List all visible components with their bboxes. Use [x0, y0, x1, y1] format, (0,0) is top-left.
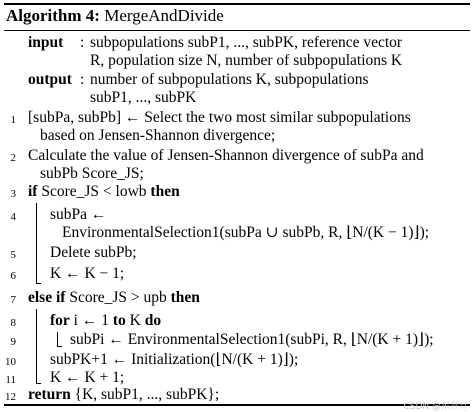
output-keyword: output	[28, 71, 72, 88]
output-colon: :	[80, 71, 85, 88]
step-line: K ← K − 1;	[50, 265, 125, 282]
line-number: 10	[5, 356, 16, 368]
input-text-1	[90, 34, 402, 52]
line-number: 6	[10, 270, 16, 282]
input-row	[28, 34, 63, 52]
watermark: CSDN @东升旦	[403, 402, 468, 412]
if-block-bar	[36, 203, 37, 283]
step-line: else if Score_JS > upb then	[28, 289, 200, 306]
step-line: subPb Score_JS;	[40, 165, 144, 182]
algorithm-label: Algorithm 4:	[6, 6, 100, 25]
step-line: subPi ← EnvironmentalSelection1(subPi, R, ⌊N/(K + 1)⌋);	[70, 331, 434, 348]
if-block-tick	[36, 283, 41, 284]
input-text-1-value: subpopulations subP1, ..., subPK, reference vector	[90, 34, 403, 51]
elseif-block-tick	[36, 383, 41, 384]
step-line: Delete subPb;	[50, 244, 137, 261]
output-text-2: subP1, ..., subPK	[90, 89, 197, 106]
step-line: K ← K + 1;	[50, 369, 125, 386]
input-text-2: R, population size N, number of subpopulations K	[90, 52, 403, 69]
title-rule	[4, 30, 470, 31]
step-line: [subPa, subPb] ← Select the two most similar subpopulations	[28, 109, 411, 126]
top-rule	[4, 3, 470, 5]
step-line: subPK+1 ← Initialization(⌊N/(K + 1)⌋);	[50, 351, 299, 368]
step-line: for i ← 1 to K do	[50, 312, 162, 329]
line-number: 8	[10, 317, 16, 329]
elseif-block-bar	[36, 309, 37, 383]
for-block-bar	[57, 332, 58, 346]
algorithm-title	[6, 6, 224, 26]
step-line: subPa ←	[50, 206, 107, 223]
line-number: 1	[10, 114, 16, 126]
for-block-tick	[57, 346, 62, 347]
step-line: EnvironmentalSelection1(subPa ∪ subPb, R, ⌊N/(K − 1)⌋);	[62, 224, 430, 241]
line-number: 7	[10, 294, 16, 306]
line-number: 3	[10, 188, 16, 200]
line-number: 4	[10, 211, 16, 223]
output-row	[28, 71, 72, 89]
step-line: return {K, subP1, ..., subPK};	[28, 386, 220, 403]
line-number: 2	[10, 152, 16, 164]
input-colon: :	[80, 34, 85, 51]
line-number: 9	[10, 336, 16, 348]
bottom-rule	[4, 404, 470, 406]
input-keyword: input	[28, 34, 64, 51]
step-line: based on Jensen-Shannon divergence;	[40, 127, 276, 144]
algorithm-name: MergeAndDivide	[104, 6, 224, 25]
output-text-1: number of subpopulations K, subpopulations	[90, 71, 369, 88]
line-number: 11	[5, 374, 16, 386]
line-number: 12	[5, 391, 16, 403]
step-line: Calculate the value of Jensen-Shannon divergence of subPa and	[28, 147, 424, 164]
step-line: if Score_JS < lowb then	[28, 183, 180, 200]
line-number: 5	[10, 249, 16, 261]
